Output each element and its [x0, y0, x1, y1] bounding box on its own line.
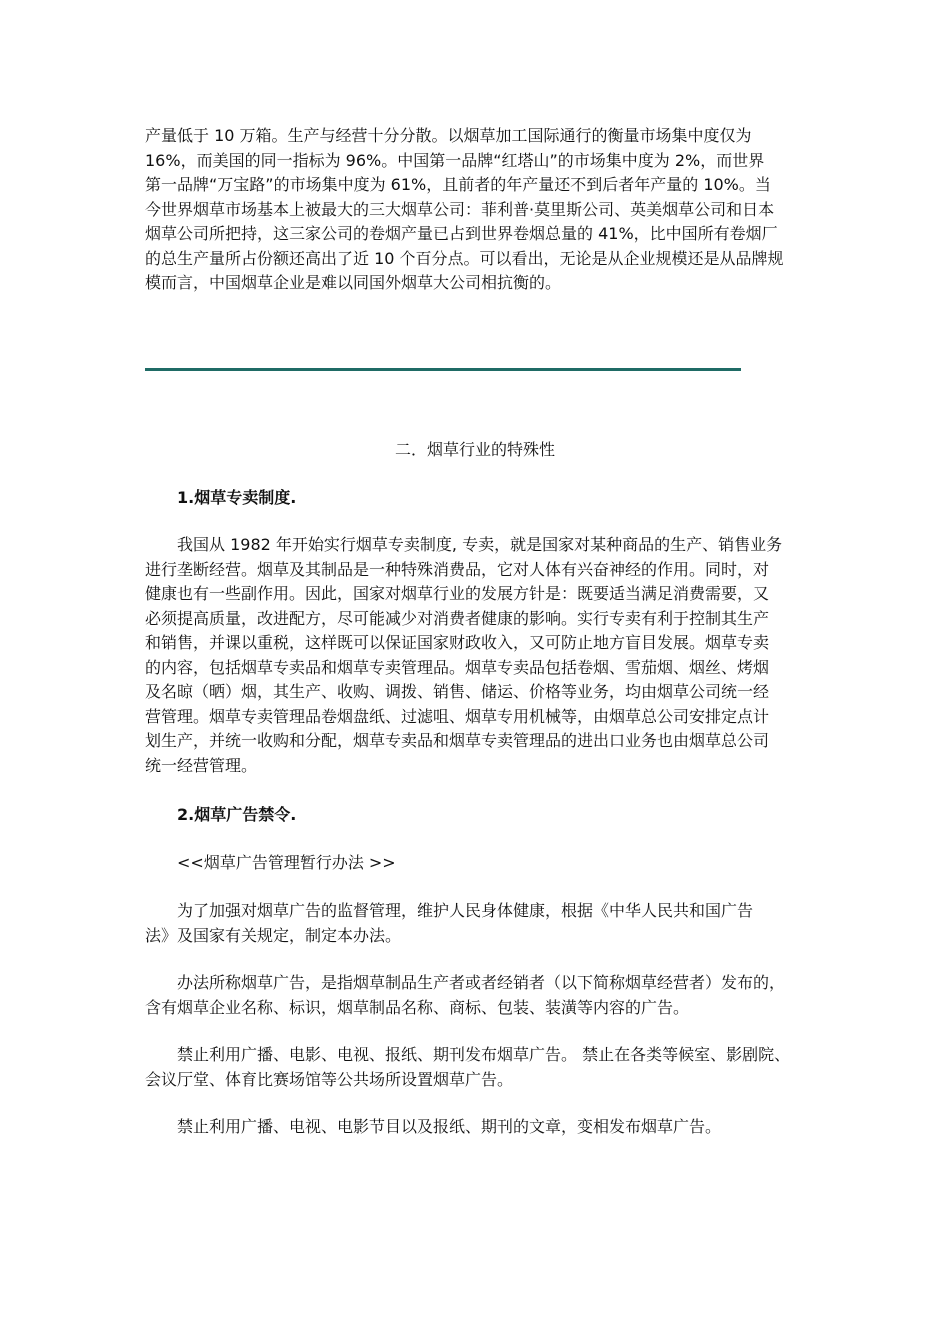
section-divider [145, 368, 741, 371]
regulation-title: <<烟草广告管理暂行办法 >> [177, 853, 396, 872]
intro-paragraph: 产量低于 10 万箱。生产与经营十分分散。以烟草加工国际通行的衡量市场集中度仅为 16%，而美国的同一指标为 96%。中国第一品牌“红塔山”的市场集中度为 2%，而世界 第一品牌“万宝路”的市场集中度为 61%，且前者的年产量还不到后者年产量的 10%。当 今世界烟草市场基本上被最大的三大烟草公司：菲利普·莫里斯公司、英美烟草公司和日本 烟草公司所把持，这三家公司的卷烟产量已占到世界卷烟总量的 41%，比中国所有卷烟厂 的总生产量所占份额还高出了近 10 个百分点。可以看出，无论是从企业规模还是从品牌规 模而言，中国烟草企业是难以同国外烟草大公司相抗衡的。 [145, 126, 784, 292]
subheading-ad-ban: 2.烟草广告禁令. [177, 805, 297, 824]
definition-paragraph: 办法所称烟草广告，是指烟草制品生产者或者经销者（以下简称烟草经营者）发布的， 含有烟草企业名称、标识，烟草制品名称、商标、包装、装潢等内容的广告。 [145, 973, 786, 1017]
section-title: 二．烟草行业的特殊性 [394, 440, 555, 459]
disguised-ad-ban-paragraph: 禁止利用广播、电视、电影节目以及报纸、期刊的文章，变相发布烟草广告。 [177, 1117, 722, 1136]
subheading-monopoly: 1.烟草专卖制度. [177, 488, 297, 507]
monopoly-paragraph: 我国从 1982 年开始实行烟草专卖制度, 专卖，就是国家对某种商品的生产、销售业务 进行垄断经营。烟草及其制品是一种特殊消费品，它对人体有兴奋神经的作用。同时，对 健康也有一些副作用。因此，国家对烟草行业的发展方针是：既要适当满足消费需要，又 必须提高质量，改进配方，尽可能减少对消费者健康的影响。实行专卖有利于控制其生产 和销售，并课以重税，这样既可以保证国家财政收入，又可防止地方盲目发展。烟草专卖 的内容，包括烟草专卖品和烟草专卖管理品。烟草专卖品包括卷烟、雪茄烟、烟丝、烤烟 及名晾（晒）烟，其生产、收购、调拨、销售、储运、价格等业务，均由烟草公司统一经 营管理。烟草专卖管理品卷烟盘纸、过滤咀、烟草专用机械等，由烟草总公司安排定点计 划生产，并统一收购和分配，烟草专卖品和烟草专卖管理品的进出口业务也由烟草总公司 统一经营管理。 [145, 535, 783, 775]
purpose-paragraph: 为了加强对烟草广告的监督管理，维护人民身体健康，根据《中华人民共和国广告 法》及国家有关规定，制定本办法。 [145, 901, 754, 945]
media-ban-paragraph: 禁止利用广播、电影、电视、报纸、期刊发布烟草广告。 禁止在各类等候室、影剧院、 会议厅堂、体育比赛场馆等公共场所设置烟草广告。 [145, 1045, 791, 1089]
